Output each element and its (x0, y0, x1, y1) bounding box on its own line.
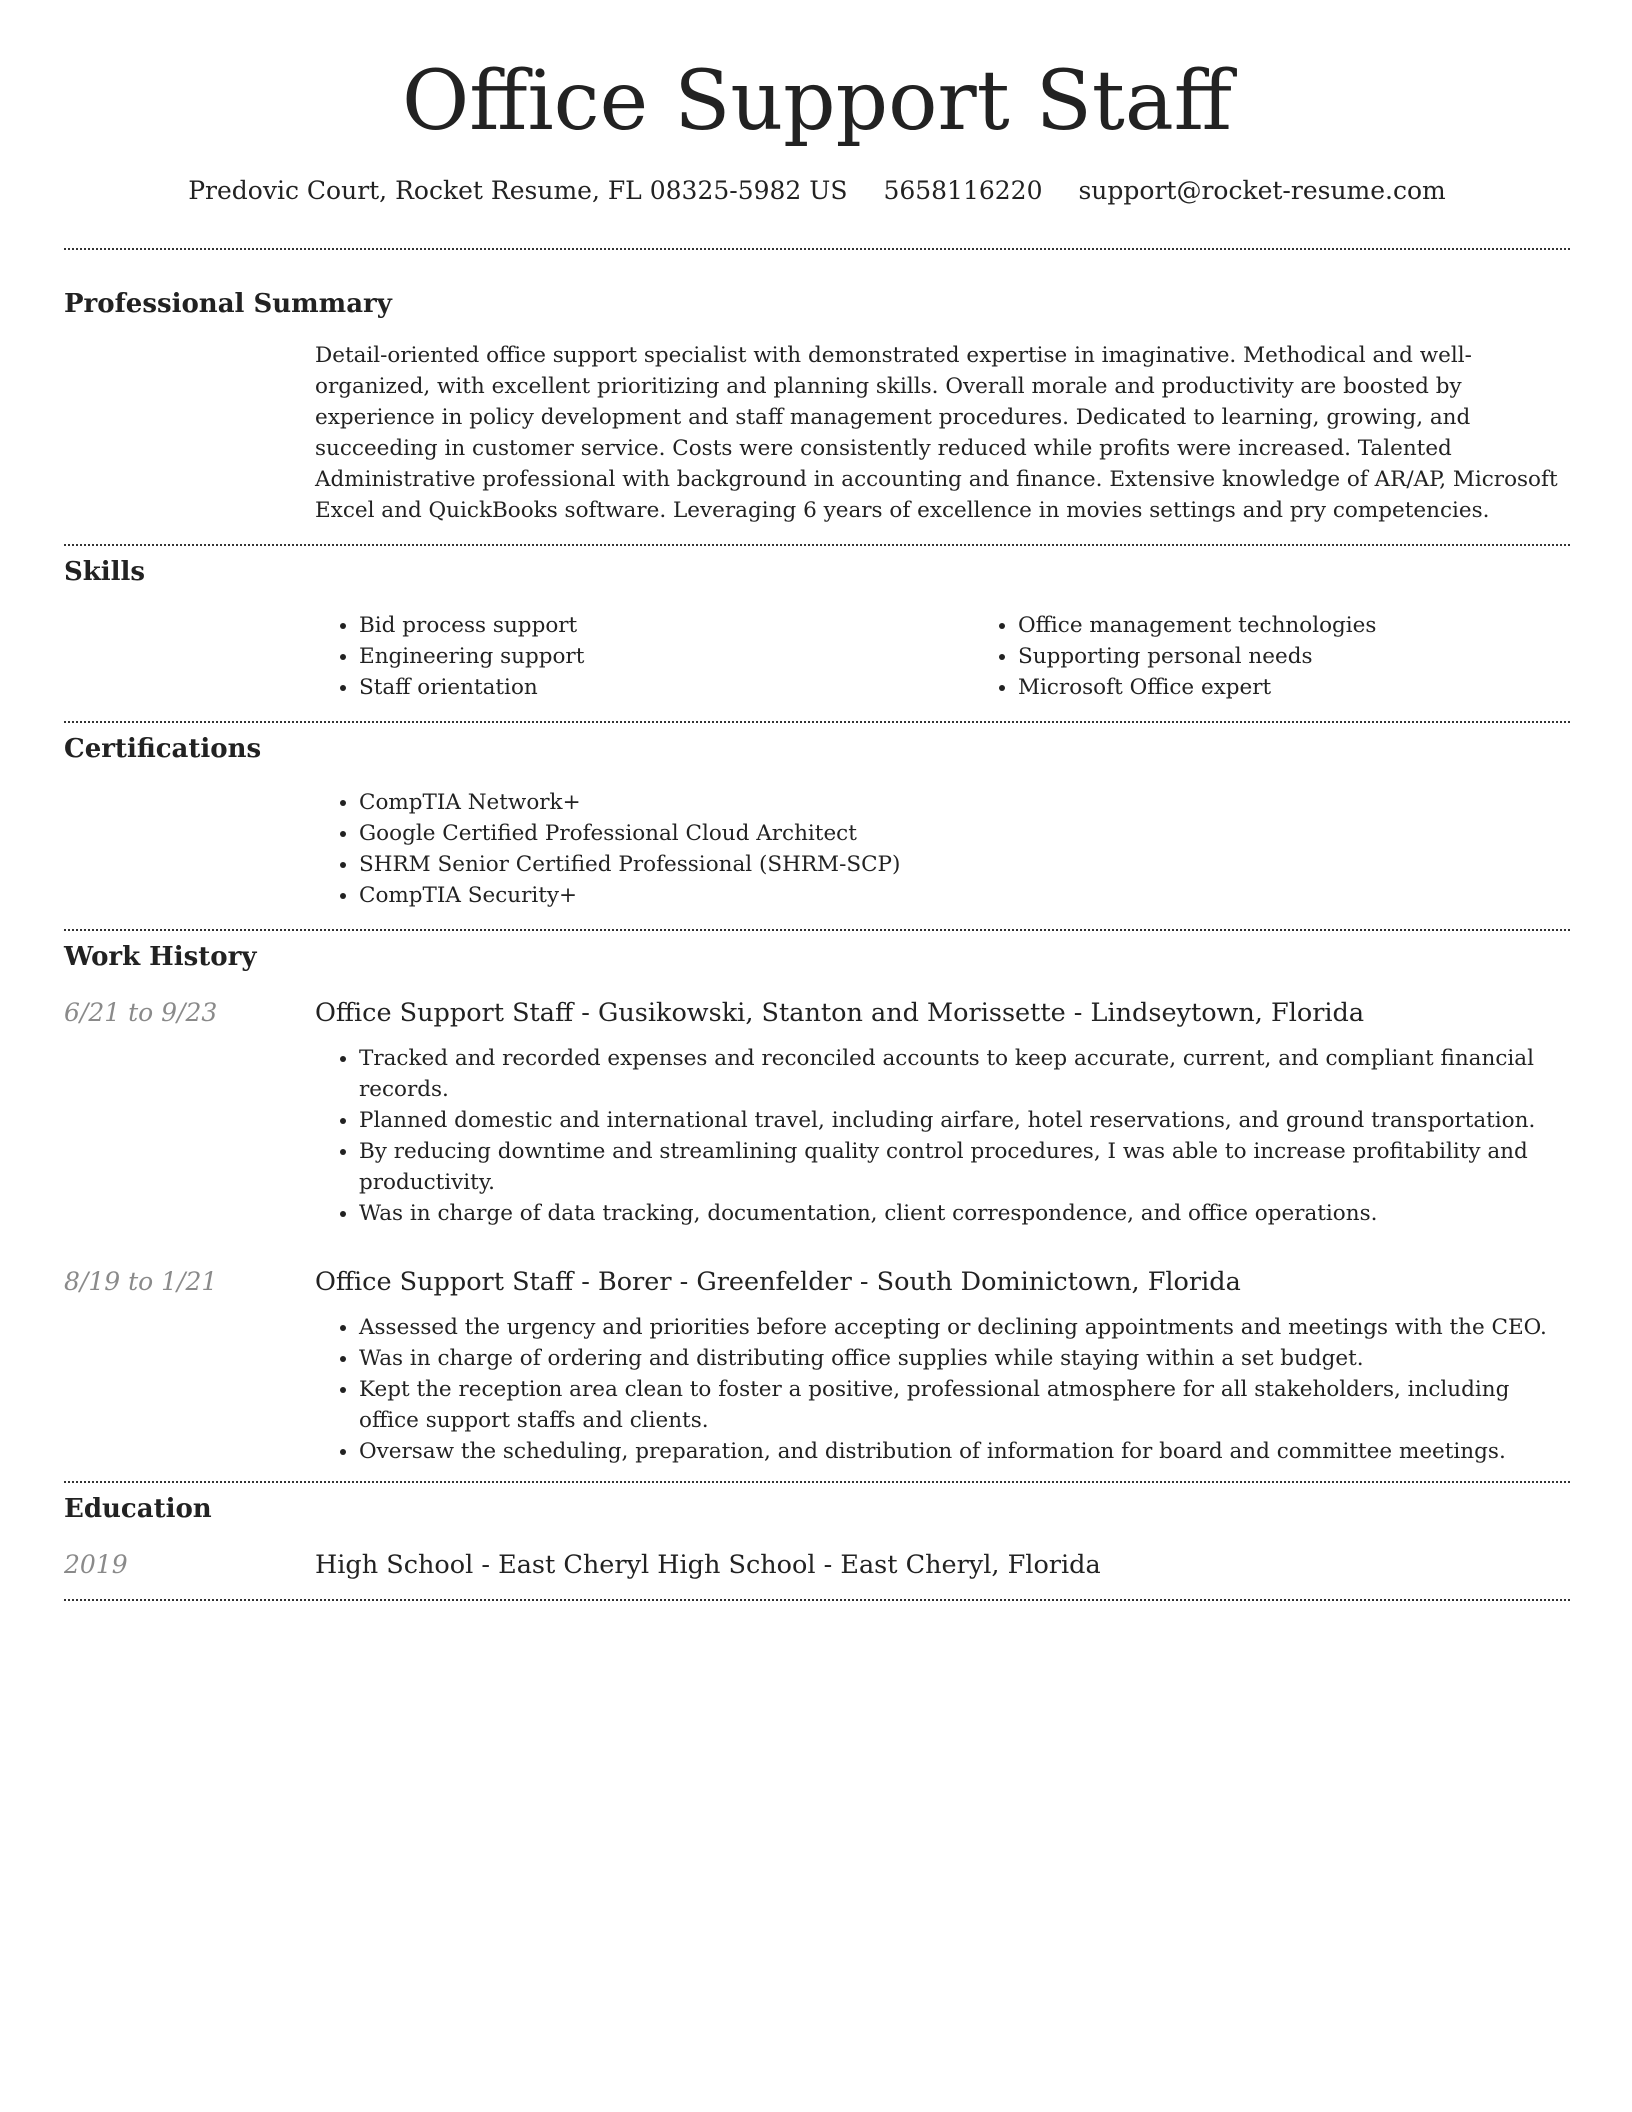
job-dates: 6/21 to 9/23 (64, 998, 218, 1027)
certification-item: • Google Certified Professional Cloud Architect (359, 818, 1570, 849)
job-entry (64, 1265, 1570, 1467)
skill-item: • Bid process support (359, 610, 974, 641)
certifications-list (315, 787, 1570, 911)
skills-section (64, 555, 1570, 703)
work-history-section (64, 940, 1570, 1467)
divider (64, 1599, 1570, 1601)
job-bullet: • Tracked and recorded expenses and reconciled accounts to keep accurate, current, and compliant financial records. (359, 1043, 1570, 1105)
resume-name: Office Support Staff (401, 54, 1233, 149)
resume-page (64, 0, 1570, 1601)
job-bullets (315, 1312, 1570, 1467)
skill-item: • Supporting personal needs (1018, 641, 1632, 672)
job-bullets (315, 1043, 1570, 1229)
skills-column-left (315, 610, 974, 703)
skills-list (315, 610, 1570, 703)
divider (64, 1481, 1570, 1483)
divider (64, 721, 1570, 723)
skill-item: • Staff orientation (359, 672, 974, 703)
certification-item: • CompTIA Network+ (359, 787, 1570, 818)
skill-item: • Microsoft Office expert (1018, 672, 1632, 703)
divider (64, 544, 1570, 546)
education-entry (64, 1548, 1570, 1582)
job-bullet: • By reducing downtime and streamlining quality control procedures, I was able to increase profitability and productivity. (359, 1136, 1570, 1198)
job-bullet: • Kept the reception area clean to foster a positive, professional atmosphere for all stakeholders, including office support staffs and clients. (359, 1374, 1570, 1436)
skill-item: • Engineering support (359, 641, 974, 672)
work-history-heading: Work History (64, 942, 257, 972)
education-section (64, 1492, 1570, 1582)
job-dates: 8/19 to 1/21 (64, 1267, 218, 1296)
job-bullet: • Was in charge of ordering and distributing office supplies while staying within a set budget. (359, 1343, 1570, 1374)
summary-heading: Professional Summary (64, 289, 392, 319)
job-title: Office Support Staff - Borer - Greenfelder - South Dominictown, Florida (315, 1267, 1241, 1297)
certification-item: • SHRM Senior Certified Professional (SHRM-SCP) (359, 849, 1570, 880)
job-bullet: • Assessed the urgency and priorities before accepting or declining appointments and meetings with the CEO. (359, 1312, 1570, 1343)
skills-column-right (974, 610, 1632, 703)
certifications-heading: Certifications (64, 734, 262, 764)
contact-line (64, 174, 1570, 208)
contact-email: support@rocket-resume.com (1078, 176, 1446, 205)
divider (64, 929, 1570, 931)
divider (64, 248, 1570, 250)
skills-heading: Skills (64, 557, 146, 587)
certification-item: • CompTIA Security+ (359, 880, 1570, 911)
job-bullet: • Planned domestic and international travel, including airfare, hotel reservations, and ground transportation. (359, 1105, 1570, 1136)
skill-item: • Office management technologies (1018, 610, 1632, 641)
job-bullet: • Was in charge of data tracking, documentation, client correspondence, and office operations. (359, 1198, 1570, 1229)
education-year: 2019 (64, 1550, 128, 1579)
job-entry (64, 996, 1570, 1229)
certifications-section (64, 732, 1570, 911)
summary-section (64, 287, 1570, 526)
summary-text: Detail-oriented office support specialist with demonstrated expertise in imaginative. Methodical and well-organized, with excellent prioritizing and planning skills. Overall morale and productivity are boosted by experience in policy development and staff management procedures. Dedicated to learning, growing, and succeeding in customer service. Costs were consistently reduced while profits were increased. Talented Administrative professional with background in accounting and finance. Extensive knowledge of AR/AP, Microsoft Excel and QuickBooks software. Leveraging 6 years of excellence in movies settings and pry competencies. (315, 343, 1558, 523)
education-heading: Education (64, 1494, 212, 1524)
contact-address: Predovic Court, Rocket Resume, FL 08325-5982 US (188, 176, 848, 205)
contact-phone: 5658116220 (883, 176, 1043, 205)
education-title: High School - East Cheryl High School - East Cheryl, Florida (315, 1550, 1101, 1580)
job-bullet: • Oversaw the scheduling, preparation, and distribution of information for board and committee meetings. (359, 1436, 1570, 1467)
job-title: Office Support Staff - Gusikowski, Stanton and Morissette - Lindseytown, Florida (315, 998, 1365, 1028)
